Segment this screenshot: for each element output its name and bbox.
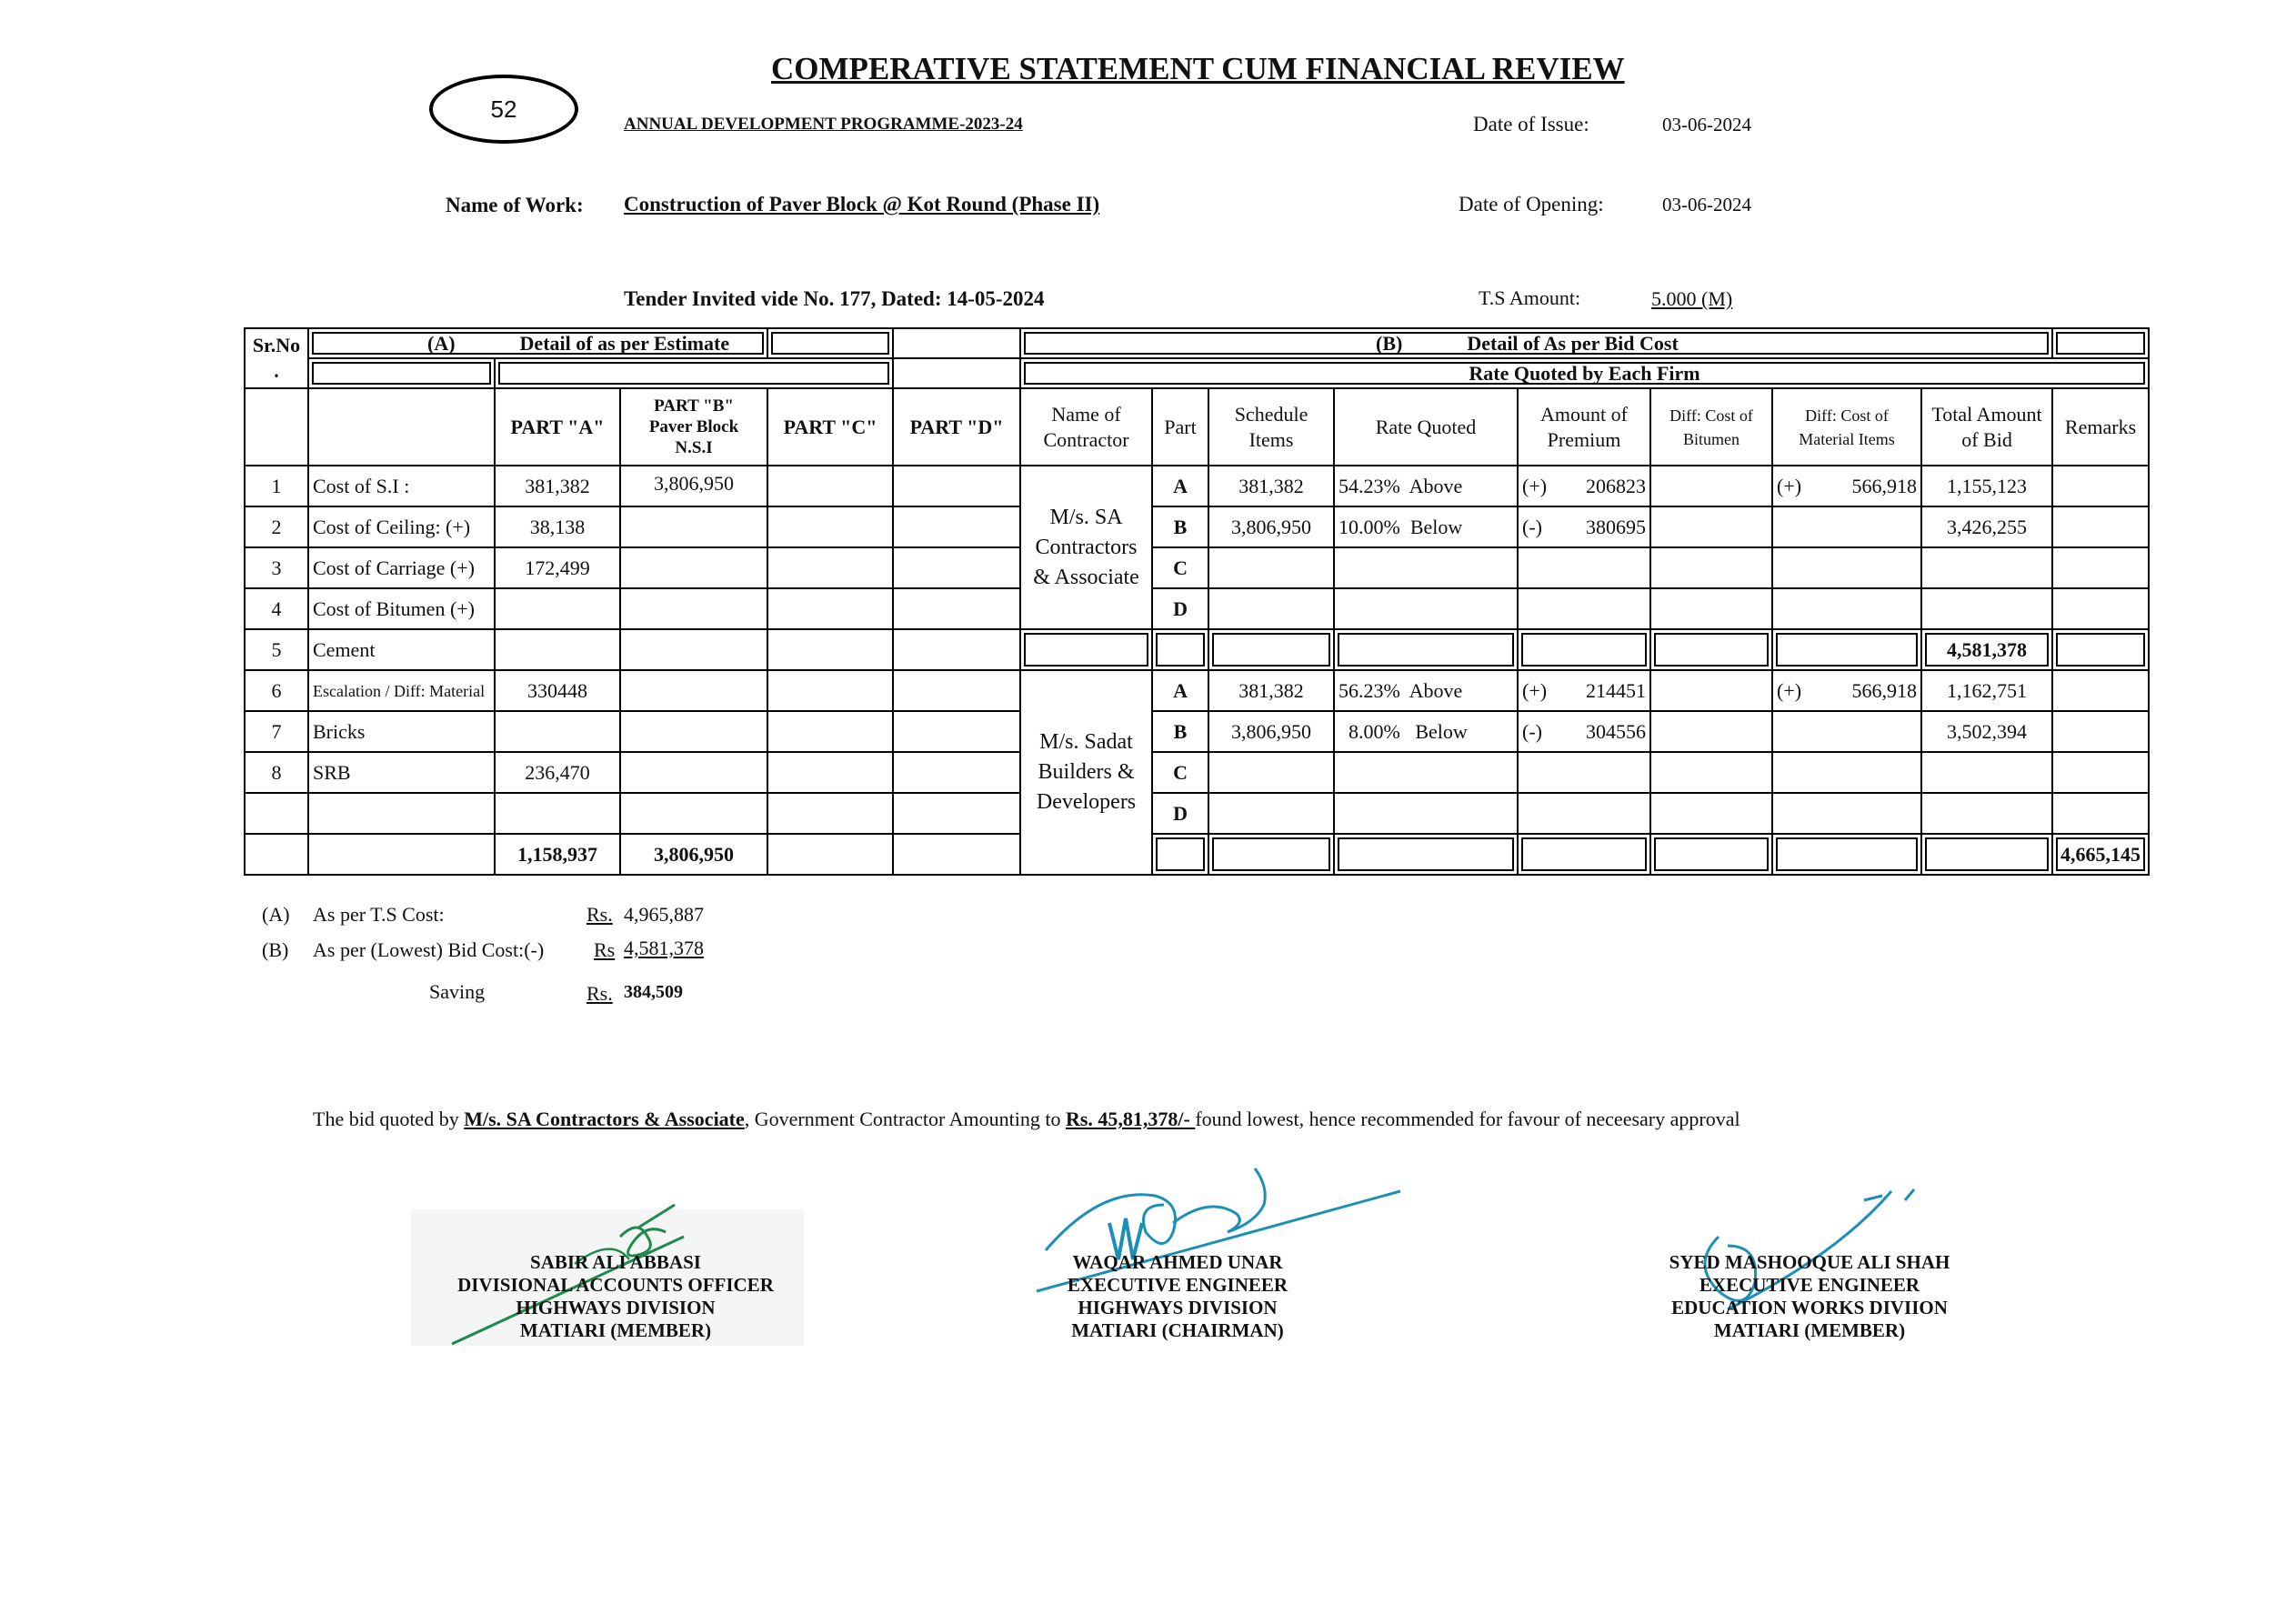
bid-premium — [1518, 588, 1650, 629]
signatory-role: MATIARI (MEMBER) — [519, 1319, 712, 1341]
row-part-d — [893, 588, 1020, 629]
row-part-c — [767, 752, 893, 793]
row-part-a: 38,138 — [495, 506, 620, 547]
blank-header-cell — [308, 388, 495, 466]
bid-remarks — [2052, 588, 2149, 629]
summary-a-rs: Rs. — [587, 903, 613, 926]
date-of-issue-label: Date of Issue: — [1473, 113, 1589, 135]
bid-premium — [1518, 466, 1650, 506]
bid-schedule — [1208, 588, 1334, 629]
row-part-a: 330448 — [495, 670, 620, 711]
bid-premium — [1518, 793, 1650, 834]
premium-sign: (-) — [1522, 515, 1542, 538]
date-of-opening-value: 03-06-2024 — [1662, 194, 1751, 216]
bid-remarks — [2052, 506, 2149, 547]
signatory-name: WAQAR AHMED UNAR — [1072, 1251, 1283, 1273]
blank-header-cell — [893, 358, 1020, 388]
col-schedule: Schedule Items — [1208, 388, 1334, 466]
col-part-b-line1: PART "B" — [654, 396, 734, 416]
row-item: Cost of Ceiling: (+) — [308, 506, 495, 547]
summary-b-rs: Rs — [594, 938, 616, 961]
bid-premium — [1518, 506, 1650, 547]
bid-rate — [1334, 506, 1518, 547]
col-diff-material: Diff: Cost of Material Items — [1772, 388, 1921, 466]
signatory-name: SYED MASHOOQUE ALI SHAH — [1669, 1251, 1950, 1273]
signatory-1 — [443, 1251, 788, 1342]
bid-rate — [1334, 588, 1518, 629]
bid-remarks — [2052, 547, 2149, 588]
row-part-c — [767, 670, 893, 711]
row-part-b — [620, 752, 767, 793]
rate-pct: 10.00% — [1338, 515, 1400, 538]
bid-bitumen — [1650, 506, 1772, 547]
rate-pct: 8.00% — [1349, 719, 1400, 743]
bid-material — [1772, 506, 1921, 547]
section-a-header — [308, 328, 767, 358]
summary-b-label: As per (Lowest) Bid Cost:(-) — [313, 938, 545, 961]
row-part-d — [893, 711, 1020, 752]
bid-remarks — [2052, 793, 2149, 834]
recommendation-prefix: The bid quoted by — [313, 1108, 465, 1130]
row-part-d — [893, 506, 1020, 547]
bid-bitumen — [1650, 752, 1772, 793]
name-of-work-value: Construction of Paver Block @ Kot Round (Phase II) — [624, 193, 1100, 216]
srno-header-dot: . — [274, 359, 279, 382]
rate-pct: 54.23% — [1338, 474, 1400, 497]
bid-schedule: 381,382 — [1208, 466, 1334, 506]
section-b-title: Detail of As per Bid Cost — [1467, 331, 1679, 355]
row-part-c — [767, 466, 893, 506]
page-number: 52 — [490, 95, 517, 123]
row-part-a — [495, 629, 620, 670]
row-part-a — [495, 588, 620, 629]
bid-total: 3,502,394 — [1921, 711, 2052, 752]
col-part: Part — [1152, 388, 1208, 466]
programme-label: ANNUAL DEVELOPMENT PROGRAMME-2023-24 — [624, 115, 1023, 134]
ts-amount-label: T.S Amount: — [1479, 286, 1581, 309]
bid-premium — [1518, 670, 1650, 711]
signatory-office: HIGHWAYS DIVISION — [516, 1297, 716, 1318]
contractor-grand-total: 4,581,378 — [1921, 629, 2052, 670]
total-row-blank — [1152, 834, 1208, 875]
ts-amount-value: 5.000 (M) — [1651, 287, 1733, 310]
row-item: Cost of Bitumen (+) — [308, 588, 495, 629]
total-row-blank — [1334, 834, 1518, 875]
row-part-c — [767, 711, 893, 752]
row-sr: 5 — [245, 629, 308, 670]
recommendation-contractor: M/s. SA Contractors & Associate — [464, 1108, 745, 1130]
col-premium: Amount of Premium — [1518, 388, 1650, 466]
contractor-grand-total: 4,665,145 — [2052, 834, 2149, 875]
col-part-a: PART "A" — [495, 388, 620, 466]
bid-part: A — [1152, 670, 1208, 711]
rate-dir: Above — [1409, 474, 1463, 497]
recommendation-amount: Rs. 45,81,378/- — [1065, 1108, 1196, 1130]
summary-a-letter: (A) — [262, 903, 290, 926]
col-part-b — [620, 388, 767, 466]
premium-sign: (+) — [1522, 474, 1548, 497]
col-part-d: PART "D" — [893, 388, 1020, 466]
bid-total — [1921, 588, 2052, 629]
bid-remarks — [2052, 752, 2149, 793]
material-value: 566,918 — [1851, 678, 1918, 702]
col-part-b-line3: N.S.I — [675, 438, 713, 457]
total-row-blank — [1208, 834, 1334, 875]
row-part-c — [767, 506, 893, 547]
bid-bitumen — [1650, 793, 1772, 834]
row-part-b — [620, 711, 767, 752]
blank-header-cell — [495, 358, 893, 388]
bid-total — [1921, 793, 2052, 834]
bid-bitumen — [1650, 670, 1772, 711]
row-sr: 3 — [245, 547, 308, 588]
col-rate: Rate Quoted — [1334, 388, 1518, 466]
row-part-c — [767, 588, 893, 629]
signatory-office: EDUCATION WORKS DIVIION — [1671, 1297, 1948, 1318]
estimate-total-a: 1,158,937 — [495, 834, 620, 875]
row-sr: 1 — [245, 466, 308, 506]
row-item: Cement — [308, 629, 495, 670]
row-part-c — [767, 547, 893, 588]
bid-rate — [1334, 793, 1518, 834]
document-title: COMPERATIVE STATEMENT CUM FINANCIAL REVIEW — [771, 51, 1625, 86]
bid-part: C — [1152, 752, 1208, 793]
bid-remarks — [2052, 670, 2149, 711]
bid-bitumen — [1650, 711, 1772, 752]
total-row-blank — [1334, 629, 1518, 670]
bid-material — [1772, 793, 1921, 834]
total-row-blank — [245, 834, 308, 875]
row-item: SRB — [308, 752, 495, 793]
srno-header-text: Sr.No — [252, 334, 301, 356]
row-sr: 8 — [245, 752, 308, 793]
signatory-designation: EXECUTIVE ENGINEER — [1067, 1274, 1288, 1296]
row-sr: 6 — [245, 670, 308, 711]
bid-rate — [1334, 547, 1518, 588]
total-row-blank — [1518, 629, 1650, 670]
saving-rs: Rs. — [587, 982, 613, 1005]
rate-dir: Above — [1409, 678, 1463, 702]
row-item: Bricks — [308, 711, 495, 752]
contractor-name: M/s. Sadat Builders & Developers — [1020, 670, 1152, 875]
bid-rate — [1334, 752, 1518, 793]
total-row-blank — [1921, 834, 2052, 875]
bid-total: 3,426,255 — [1921, 506, 2052, 547]
blank-header-cell — [767, 328, 893, 358]
rate-dir: Below — [1415, 719, 1468, 743]
bid-material — [1772, 711, 1921, 752]
saving-label: Saving — [429, 980, 486, 1003]
rate-dir: Below — [1409, 515, 1463, 538]
saving-value: 384,509 — [624, 982, 683, 1002]
bid-total: 1,155,123 — [1921, 466, 2052, 506]
total-row-blank — [1772, 629, 1921, 670]
bid-part: D — [1152, 793, 1208, 834]
bid-rate — [1334, 466, 1518, 506]
row-sr: 2 — [245, 506, 308, 547]
bid-rate — [1334, 670, 1518, 711]
col-contractor: Name of Contractor — [1020, 388, 1152, 466]
recommendation-middle: , Government Contractor Amounting to — [744, 1108, 1066, 1130]
signatory-name: SABIR ALI ABBASI — [530, 1251, 701, 1273]
bid-total — [1921, 752, 2052, 793]
row-part-c — [767, 793, 893, 834]
row-part-b — [620, 793, 767, 834]
row-part-b — [620, 506, 767, 547]
premium-value: 380695 — [1586, 515, 1647, 538]
row-part-a: 172,499 — [495, 547, 620, 588]
bid-material — [1772, 670, 1921, 711]
bid-part: C — [1152, 547, 1208, 588]
signatory-role: MATIARI (CHAIRMAN) — [1071, 1319, 1284, 1341]
bid-total: 1,162,751 — [1921, 670, 2052, 711]
row-part-c — [767, 629, 893, 670]
total-row-blank — [1152, 629, 1208, 670]
total-row-blank — [1772, 834, 1921, 875]
row-part-d — [893, 670, 1020, 711]
rate-pct: 56.23% — [1338, 678, 1400, 702]
bid-schedule — [1208, 752, 1334, 793]
signatory-designation: EXECUTIVE ENGINEER — [1699, 1274, 1920, 1296]
comparative-table — [244, 327, 2150, 876]
total-row-blank — [767, 834, 893, 875]
blank-header-cell — [245, 388, 308, 466]
row-part-b — [620, 629, 767, 670]
bid-part: D — [1152, 588, 1208, 629]
date-of-opening-label: Date of Opening: — [1459, 193, 1604, 216]
blank-header-cell — [308, 358, 495, 388]
total-row-blank — [1208, 629, 1334, 670]
signatory-2 — [1028, 1251, 1328, 1342]
bid-schedule — [1208, 793, 1334, 834]
row-part-d — [893, 752, 1020, 793]
row-part-d — [893, 466, 1020, 506]
bid-premium — [1518, 547, 1650, 588]
col-part-b-line2: Paver Block — [648, 417, 739, 436]
premium-value: 304556 — [1586, 719, 1647, 743]
row-part-a — [495, 793, 620, 834]
bid-bitumen — [1650, 466, 1772, 506]
col-part-c: PART "C" — [767, 388, 893, 466]
tender-line: Tender Invited vide No. 177, Dated: 14-05-2024 — [624, 287, 1045, 310]
bid-schedule — [1208, 547, 1334, 588]
bid-part: B — [1152, 506, 1208, 547]
material-sign: (+) — [1777, 678, 1802, 702]
recommendation-text — [313, 1108, 1740, 1131]
row-part-d — [893, 629, 1020, 670]
bid-part: A — [1152, 466, 1208, 506]
material-sign: (+) — [1777, 474, 1802, 497]
page-number-oval — [429, 75, 578, 144]
col-remarks: Remarks — [2052, 388, 2149, 466]
bid-material — [1772, 752, 1921, 793]
signatory-3 — [1646, 1251, 1973, 1342]
signatory-office: HIGHWAYS DIVISION — [1078, 1297, 1278, 1318]
section-b-header — [1020, 328, 2052, 358]
row-part-b — [620, 670, 767, 711]
bid-premium — [1518, 711, 1650, 752]
bid-schedule: 3,806,950 — [1208, 506, 1334, 547]
signatory-role: MATIARI (MEMBER) — [1713, 1319, 1906, 1341]
date-of-issue-value: 03-06-2024 — [1662, 114, 1751, 135]
row-part-b: 3,806,950 — [620, 466, 767, 506]
bid-material — [1772, 466, 1921, 506]
row-sr: 4 — [245, 588, 308, 629]
col-total: Total Amount of Bid — [1921, 388, 2052, 466]
summary-a-value: 4,965,887 — [624, 903, 704, 926]
row-part-b — [620, 588, 767, 629]
rate-quoted-header: Rate Quoted by Each Firm — [1020, 358, 2149, 388]
estimate-total-b: 3,806,950 — [620, 834, 767, 875]
bid-schedule: 381,382 — [1208, 670, 1334, 711]
blank-header-cell — [893, 328, 1020, 358]
name-of-work-label: Name of Work: — [446, 194, 584, 216]
bid-remarks — [2052, 466, 2149, 506]
total-row-blank — [1650, 834, 1772, 875]
col-diff-bitumen: Diff: Cost of Bitumen — [1650, 388, 1772, 466]
material-value: 566,918 — [1851, 474, 1918, 497]
row-part-a — [495, 711, 620, 752]
row-sr — [245, 793, 308, 834]
bid-schedule: 3,806,950 — [1208, 711, 1334, 752]
bid-part: B — [1152, 711, 1208, 752]
premium-value: 214451 — [1586, 678, 1647, 702]
srno-header — [245, 328, 308, 388]
total-row-blank — [308, 834, 495, 875]
section-a-letter: (A) — [427, 331, 456, 355]
contractor-name: M/s. SA Contractors & Associate — [1020, 466, 1152, 629]
row-part-a: 236,470 — [495, 752, 620, 793]
signatory-designation: DIVISIONAL ACCOUNTS OFFICER — [457, 1274, 774, 1296]
total-row-blank — [1518, 834, 1650, 875]
bid-material — [1772, 588, 1921, 629]
row-part-d — [893, 793, 1020, 834]
premium-sign: (+) — [1522, 678, 1548, 702]
row-item — [308, 793, 495, 834]
bid-material — [1772, 547, 1921, 588]
row-part-a: 381,382 — [495, 466, 620, 506]
row-item: Escalation / Diff: Material — [308, 670, 495, 711]
summary-b-letter: (B) — [262, 938, 289, 961]
recommendation-suffix: found lowest, hence recommended for favour of neceesary approval — [1195, 1108, 1740, 1130]
blank-header-cell — [2052, 328, 2149, 358]
bid-rate — [1334, 711, 1518, 752]
total-row-blank — [893, 834, 1020, 875]
premium-value: 206823 — [1586, 474, 1647, 497]
total-row-blank — [1020, 629, 1152, 670]
bid-remarks — [2052, 711, 2149, 752]
row-item: Cost of Carriage (+) — [308, 547, 495, 588]
section-a-title: Detail of as per Estimate — [519, 331, 730, 355]
row-sr: 7 — [245, 711, 308, 752]
premium-sign: (-) — [1522, 719, 1542, 743]
bid-bitumen — [1650, 547, 1772, 588]
summary-b-value: 4,581,378 — [624, 937, 704, 959]
total-row-blank — [2052, 629, 2149, 670]
bid-bitumen — [1650, 588, 1772, 629]
total-row-blank — [1650, 629, 1772, 670]
row-item: Cost of S.I : — [308, 466, 495, 506]
bid-total — [1921, 547, 2052, 588]
bid-premium — [1518, 752, 1650, 793]
summary-a-label: As per T.S Cost: — [313, 903, 445, 926]
row-part-b — [620, 547, 767, 588]
row-part-d — [893, 547, 1020, 588]
section-b-letter: (B) — [1376, 331, 1403, 355]
